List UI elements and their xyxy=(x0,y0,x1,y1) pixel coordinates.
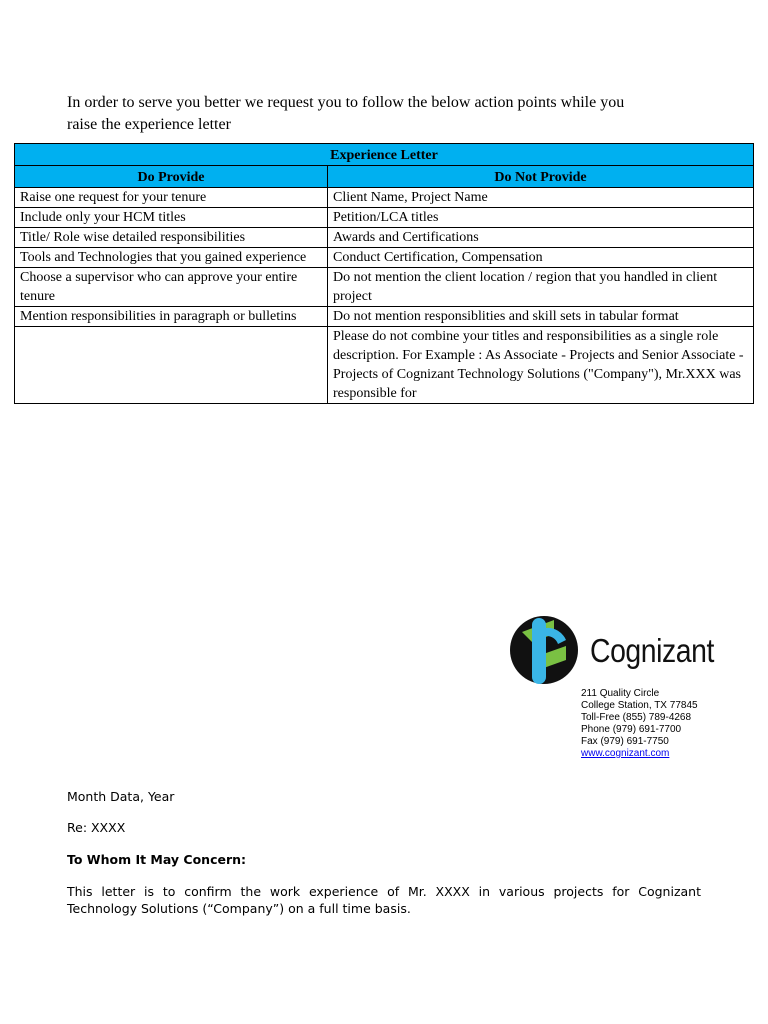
do-not-provide-cell: Do not mention the client location / region that you handled in client project xyxy=(328,268,754,307)
address-fax: Fax (979) 691-7750 xyxy=(581,736,669,747)
do-not-provide-cell: Client Name, Project Name xyxy=(328,188,754,208)
letter-reference: Re: XXXX xyxy=(67,820,126,835)
cognizant-wordmark: Cognizant xyxy=(590,632,714,669)
table-row xyxy=(15,188,754,208)
do-provide-cell: Choose a supervisor who can approve your entire tenure xyxy=(15,268,328,307)
experience-letter-table xyxy=(14,143,754,404)
table-row xyxy=(15,307,754,327)
do-not-provide-cell: Do not mention responsiblities and skill sets in tabular format xyxy=(328,307,754,327)
do-provide-cell xyxy=(15,327,328,404)
address-phone: Phone (979) 691-7700 xyxy=(581,724,682,735)
do-provide-cell: Mention responsibilities in paragraph or bulletins xyxy=(15,307,328,327)
address-street: 211 Quality Circle xyxy=(581,688,660,699)
do-not-provide-cell: Please do not combine your titles and responsibilities as a single role description. For Example : As Associate - Projects and Senior Associate - Projects of Cognizant Technology Solutions ("Company"), Mr.XXX was responsible for xyxy=(328,327,754,404)
do-not-provide-cell: Awards and Certifications xyxy=(328,228,754,248)
column-header-do-provide: Do Provide xyxy=(15,166,328,188)
cognizant-logo-icon xyxy=(508,610,586,688)
intro-text xyxy=(67,92,707,136)
table-row xyxy=(15,248,754,268)
cognizant-logo xyxy=(508,610,738,690)
do-not-provide-cell: Petition/LCA titles xyxy=(328,208,754,228)
table-row xyxy=(15,208,754,228)
letter-date: Month Data, Year xyxy=(67,789,175,804)
table-row xyxy=(15,327,754,404)
address-toll-free: Toll-Free (855) 789-4268 xyxy=(581,712,692,723)
intro-line-1: In order to serve you better we request you to follow the below action points while you xyxy=(67,94,625,111)
intro-line-2: raise the experience letter xyxy=(67,116,231,133)
address-block xyxy=(581,688,698,760)
do-provide-cell: Tools and Technologies that you gained experience xyxy=(15,248,328,268)
letter-salutation: To Whom It May Concern: xyxy=(67,852,247,867)
do-provide-cell: Raise one request for your tenure xyxy=(15,188,328,208)
table-row xyxy=(15,228,754,248)
do-not-provide-cell: Conduct Certification, Compensation xyxy=(328,248,754,268)
table-header-row xyxy=(15,166,754,188)
table-title: Experience Letter xyxy=(15,144,754,166)
do-provide-cell: Title/ Role wise detailed responsibilities xyxy=(15,228,328,248)
table-row xyxy=(15,268,754,307)
table-title-row xyxy=(15,144,754,166)
address-city: College Station, TX 77845 xyxy=(581,700,698,711)
do-provide-cell: Include only your HCM titles xyxy=(15,208,328,228)
letter-body: This letter is to confirm the work experience of Mr. XXXX in various projects for Cognizant Technology Solutions (“Company”) on a full time basis. xyxy=(67,884,701,916)
column-header-do-not-provide: Do Not Provide xyxy=(328,166,754,188)
website-link[interactable]: www.cognizant.com xyxy=(581,748,670,759)
